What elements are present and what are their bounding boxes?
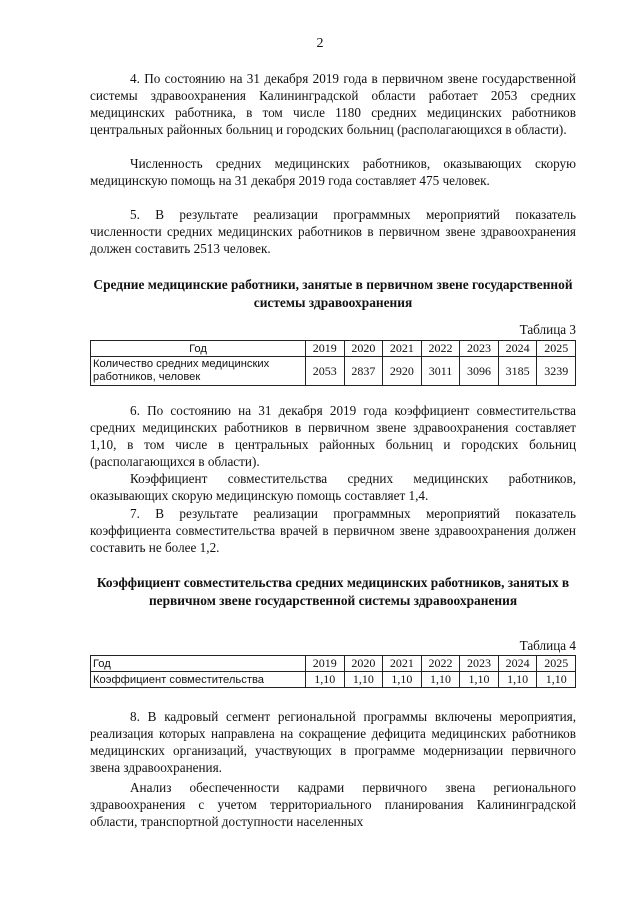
page-number: 2: [316, 36, 324, 51]
table-4-row-label: Коэффициент совместительства: [91, 672, 306, 688]
table-4-value: 1,10: [344, 672, 383, 688]
table-3-value: 2053: [306, 357, 345, 386]
table-4-year: 2021: [383, 656, 422, 672]
table-4-year-header: Год: [91, 656, 306, 672]
table-4-value: 1,10: [460, 672, 499, 688]
table-4-year: 2019: [306, 656, 345, 672]
table-4-year: 2025: [537, 656, 576, 672]
table-3-label: Таблица 3: [519, 322, 576, 337]
table-4-year: 2020: [344, 656, 383, 672]
table-3-value: 2920: [383, 357, 422, 386]
paragraph-6: 6. По состоянию на 31 декабря 2019 года коэффициент совместительства средних медицинских работников в первичном звене здравоохранения составляет 1,10, в том числе в центральных районных больниц и городских больниц (располагающихся в области).: [90, 403, 576, 469]
table-4-value: 1,10: [306, 672, 345, 688]
table-3-year: 2021: [383, 341, 422, 357]
table-4-header-row: [91, 656, 576, 672]
table-3-value: 3239: [537, 357, 576, 386]
table-3-year-header: Год: [91, 341, 306, 357]
table-4-value: 1,10: [537, 672, 576, 688]
table-3-value: 3011: [421, 357, 460, 386]
table-3-value: 2837: [344, 357, 383, 386]
table-4-label: Таблица 4: [519, 638, 576, 653]
table-3-year: 2020: [344, 341, 383, 357]
table-4-data-row: [91, 672, 576, 688]
table-4-value: 1,10: [498, 672, 537, 688]
table-3-data-row: [91, 357, 576, 386]
table-3-year: 2019: [306, 341, 345, 357]
table-3-row-label: Количество средних медицинских работников, человек: [91, 357, 306, 386]
table-4-value: 1,10: [383, 672, 422, 688]
table-4-year: 2022: [421, 656, 460, 672]
paragraph-4: 4. По состоянию на 31 декабря 2019 года в первичном звене государственной системы здравоохранения Калининградской области работает 2053 средних медицинских работника, в том числе 1180 средних медицинских работников центральных районных больниц и городских больниц (располагающихся в области).: [90, 71, 576, 137]
table-3-year: 2025: [537, 341, 576, 357]
paragraph-8: 8. В кадровый сегмент региональной программы включены мероприятия, реализация которых направлена на сокращение дефицита медицинских работников медицинских организаций, участвующих в программе модернизации первичного звена здравоохранения.: [90, 709, 576, 775]
heading-combination-coefficient: Коэффициент совместительства средних медицинских работников, занятых в первичном звене государственной системы здравоохранения: [96, 575, 570, 608]
paragraph-5: 5. В результате реализации программных мероприятий показатель численности средних медицинских работников в первичном звене здравоохранения должен составить 2513 человек.: [90, 207, 576, 256]
paragraph-4-ambulance: Численность средних медицинских работников, оказывающих скорую медицинскую помощь на 31 декабря 2019 года составляет 475 человек.: [90, 156, 576, 188]
table-4: [90, 655, 576, 688]
table-3-year: 2022: [421, 341, 460, 357]
table-3-value: 3185: [498, 357, 537, 386]
table-3-year: 2024: [498, 341, 537, 357]
paragraph-7: 7. В результате реализации программных мероприятий показатель коэффициента совместительства врачей в первичном звене здравоохранения должен составить не более 1,2.: [90, 506, 576, 555]
table-3-value: 3096: [460, 357, 499, 386]
table-3-year: 2023: [460, 341, 499, 357]
table-4-year: 2023: [460, 656, 499, 672]
heading-nurses-primary-care: Средние медицинские работники, занятые в первичном звене государственной системы здравоохранения: [93, 277, 573, 310]
table-3-header-row: [91, 341, 576, 357]
table-4-year: 2024: [498, 656, 537, 672]
table-3: [90, 340, 576, 386]
table-4-value: 1,10: [421, 672, 460, 688]
paragraph-6-ambulance: Коэффициент совместительства средних медицинских работников, оказывающих скорую медицинскую помощь составляет 1,4.: [90, 471, 576, 503]
paragraph-9: Анализ обеспеченности кадрами первичного звена регионального здравоохранения с учетом территориального планирования Калининградской области, транспортной доступности населенных: [90, 780, 576, 829]
